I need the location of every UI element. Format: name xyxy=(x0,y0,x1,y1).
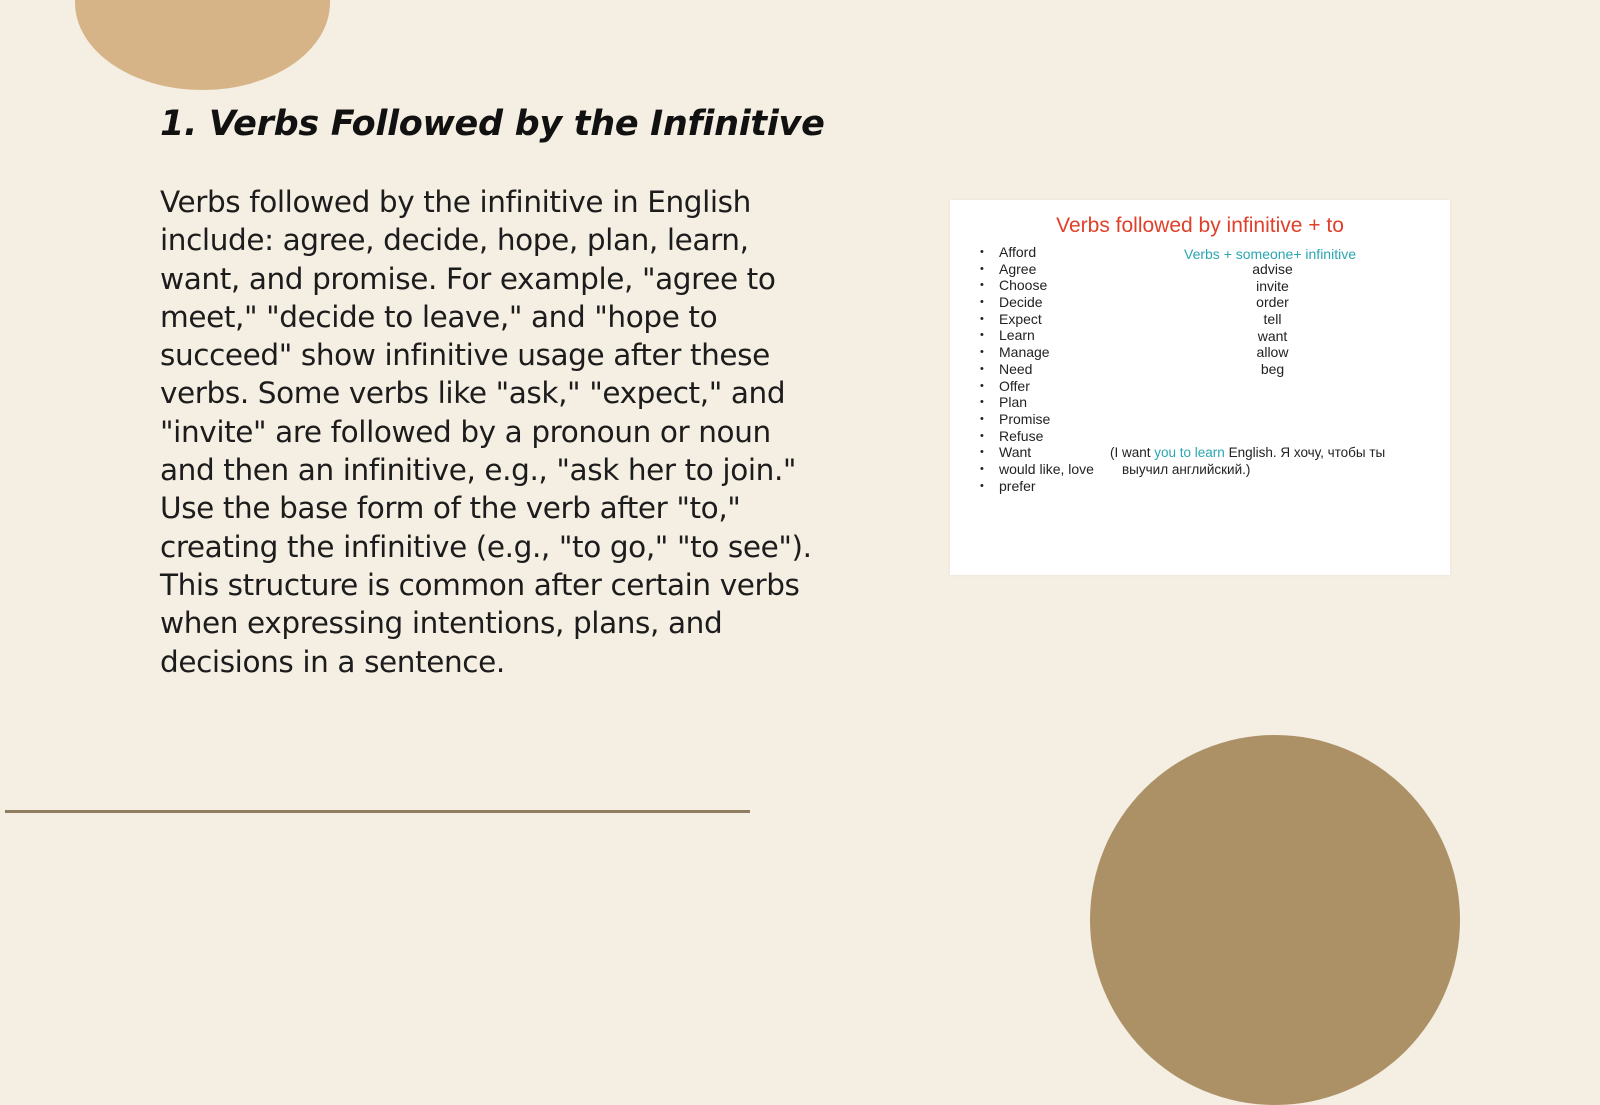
someone-verb-item: advise xyxy=(1252,261,1293,277)
example-line-2: выучил английский.) xyxy=(1122,461,1251,477)
verb-list xyxy=(980,244,1094,494)
verb-item: • Agree xyxy=(980,261,1094,278)
verb-item: • prefer xyxy=(980,478,1094,495)
example-text: English. Я хочу, чтобы ты xyxy=(1224,445,1386,460)
verb-item: • Plan xyxy=(980,394,1094,411)
verb-item: • Promise xyxy=(980,411,1094,428)
someone-verb-item: tell xyxy=(1263,311,1282,328)
verb-item: • Offer xyxy=(980,378,1094,395)
someone-verb-item: allow xyxy=(1256,344,1289,361)
verb-item: • Decide xyxy=(980,294,1094,311)
someone-verb-item: beg xyxy=(1260,361,1285,378)
example-line-1 xyxy=(1110,445,1440,462)
decorative-circle-top xyxy=(75,0,330,90)
verb-item: • Manage xyxy=(980,344,1094,361)
example-text: (I want xyxy=(1110,445,1155,460)
example-highlight: you to learn xyxy=(1154,445,1225,460)
someone-verb-item: want xyxy=(1257,327,1288,344)
verb-item: • Afford xyxy=(980,244,1094,261)
verb-item: • Refuse xyxy=(980,428,1094,445)
verb-item: • Expect xyxy=(980,311,1094,328)
card-title: Verbs followed by infinitive + to xyxy=(1056,214,1344,237)
verb-item: • Need xyxy=(980,361,1094,378)
verbs-image-card xyxy=(950,200,1450,575)
someone-verb-list xyxy=(1235,261,1310,378)
verb-item: • Learn xyxy=(980,327,1094,344)
someone-verb-item: order xyxy=(1256,294,1289,311)
verb-item: • Choose xyxy=(980,277,1094,294)
slide-title: 1. Verbs Followed by the Infinitive xyxy=(160,104,825,144)
verb-item: • would like, love xyxy=(980,461,1094,478)
someone-infinitive-heading: Verbs + someone+ infinitive xyxy=(1184,246,1356,262)
example-sentence xyxy=(1110,445,1440,478)
slide-body-text: Verbs followed by the infinitive in English include: agree, decide, hope, plan, learn, want, and promise. For example, "agree to meet," "decide to leave," and "hope to succeed" show infinitive usage after these verbs. Some verbs like "ask," "expect," and "invite" are followed by a pronoun or noun and then an infinitive, e.g., "ask her to join." Use the base form of the verb after "to," creating the infinitive (e.g., "to go," "to see"). This structure is common after certain verbs when expressing intentions, plans, and decisions in a sentence. xyxy=(160,185,812,679)
someone-verb-item: invite xyxy=(1256,277,1289,294)
divider-line xyxy=(5,810,750,813)
verb-item: • Want xyxy=(980,444,1094,461)
decorative-circle-bottom xyxy=(1090,735,1460,1105)
